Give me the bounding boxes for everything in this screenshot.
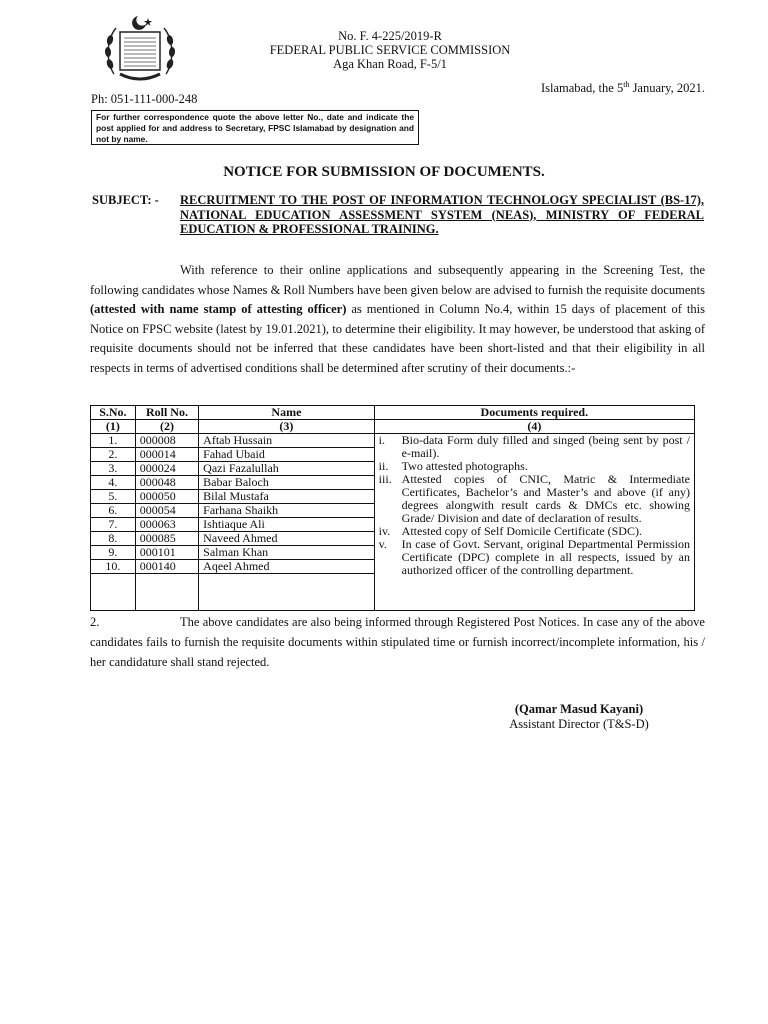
item-number: iv. [378,524,391,538]
intro-text-2: as mentioned in Column No.4, within 15 days of placement of this Notice on FPSC website (latest by 19.01.2021), to determine their eligibility. It may however, be understood that asking of requisite documents should not be inferred that these candidates have been short-listed and that their eligibility in all respects in terms of advertised conditions shall be determined after scrutiny of their documents.:- [90,302,705,375]
letter-date [541,80,705,96]
date-prefix: Islamabad, the 5 [540,81,624,96]
row-name: Aftab Hussain [199,434,375,448]
row-sno: 8. [91,532,136,546]
subject-label: SUBJECT: - [92,193,159,207]
closing-text: The above candidates are also being informed through Registered Post Notices. In case any of the above candidates fails to furnish the requisite documents within stipulated time or furnish incorrect/incomplete information, his / her candidature shall stand rejected. [90,615,705,669]
date-ordinal: th [623,80,630,89]
row-roll: 000101 [135,546,198,560]
item-text: In case of Govt. Servant, original Departmental Permission Certificate (DPC) complete in all respects, issued by an authorized officer of the controlling department. [401,537,690,577]
colnum-1: (1) [91,420,136,434]
header-name: Name [199,406,375,420]
filler-cell [199,574,375,611]
candidates-table [90,405,695,611]
letter-number: No. F. 4-225/2019-R [338,29,442,43]
signatory-designation: Assistant Director (T&S-D) [509,717,649,731]
list-item [379,434,690,460]
documents-list [375,434,694,579]
row-sno: 9. [91,546,136,560]
row-name: Fahad Ubaid [199,448,375,462]
row-roll: 000024 [135,462,198,476]
organization-address: Aga Khan Road, F-5/1 [333,57,447,71]
row-roll: 000063 [135,518,198,532]
row-sno: 4. [91,476,136,490]
documents-cell [374,434,694,611]
row-roll: 000085 [135,532,198,546]
closing-paragraph [90,612,705,672]
colnum-3: (3) [199,420,375,434]
row-roll: 000140 [135,560,198,574]
row-name: Bilal Mustafa [199,490,375,504]
correspondence-note: For further correspondence quote the above letter No., date and indicate the post applied for and address to Secretary, FPSC Islamabad by designation and not by name. [91,110,419,145]
colnum-4: (4) [374,420,694,434]
row-sno: 1. [91,434,136,448]
paragraph-number: 2. [90,615,100,629]
table-row [91,434,695,448]
date-suffix: January, 2021. [629,81,705,96]
item-number: ii. [378,459,389,473]
signatory-name: (Qamar Masud Kayani) [514,702,644,716]
row-sno: 5. [91,490,136,504]
item-text: Attested copy of Self Domicile Certificate (SDC). [401,524,642,538]
subject-text: RECRUITMENT TO THE POST OF INFORMATION TECHNOLOGY SPECIALIST (BS-17), NATIONAL EDUCATION ASSESSMENT SYSTEM (NEAS), MINISTRY OF FEDERAL EDUCATION & PROFESSIONAL TRAINING. [180,193,704,236]
intro-paragraph [90,261,705,378]
row-name: Naveed Ahmed [199,532,375,546]
row-sno: 3. [91,462,136,476]
list-item [379,473,690,525]
intro-text-1: With reference to their online applications and subsequently appearing in the Screening Test, the following candidates whose Names & Roll Numbers have been given below are advised to furnish the requisite documents [90,263,705,297]
header-documents: Documents required. [374,406,694,420]
row-name: Qazi Fazalullah [199,462,375,476]
item-text: Two attested photographs. [401,459,528,473]
filler-cell [91,574,136,611]
row-roll: 000054 [135,504,198,518]
intro-emphasis: (attested with name stamp of attesting officer) [90,302,347,316]
item-text: Attested copies of CNIC, Matric & Intermediate Certificates, Bachelor’s and Master’s and above (if any) degrees alongwith result cards & DMCs etc. showing Grade/ Division and date of declaration of results. [401,472,690,525]
header-roll: Roll No. [135,406,198,420]
row-roll: 000050 [135,490,198,504]
item-number: v. [378,537,387,551]
organization-name: FEDERAL PUBLIC SERVICE COMMISSION [269,43,511,57]
signature-block [494,702,664,732]
row-sno: 6. [91,504,136,518]
item-number: i. [378,433,386,447]
filler-cell [135,574,198,611]
row-sno: 2. [91,448,136,462]
row-sno: 7. [91,518,136,532]
row-sno: 10. [91,560,136,574]
phone-number: Ph: 051-111-000-248 [91,92,198,106]
row-name: Aqeel Ahmed [199,560,375,574]
list-item [379,538,690,577]
header-sno: S.No. [91,406,136,420]
row-roll: 000014 [135,448,198,462]
row-roll: 000048 [135,476,198,490]
row-roll: 000008 [135,434,198,448]
row-name: Salman Khan [199,546,375,560]
row-name: Farhana Shaikh [199,504,375,518]
item-number: iii. [378,472,392,486]
fpsc-emblem-icon [100,12,180,92]
notice-title: NOTICE FOR SUBMISSION OF DOCUMENTS. [223,164,545,180]
row-name: Babar Baloch [199,476,375,490]
item-text: Bio-data Form duly filled and singed (being sent by post / e-mail). [401,433,690,460]
colnum-2: (2) [135,420,198,434]
row-name: Ishtiaque Ali [199,518,375,532]
